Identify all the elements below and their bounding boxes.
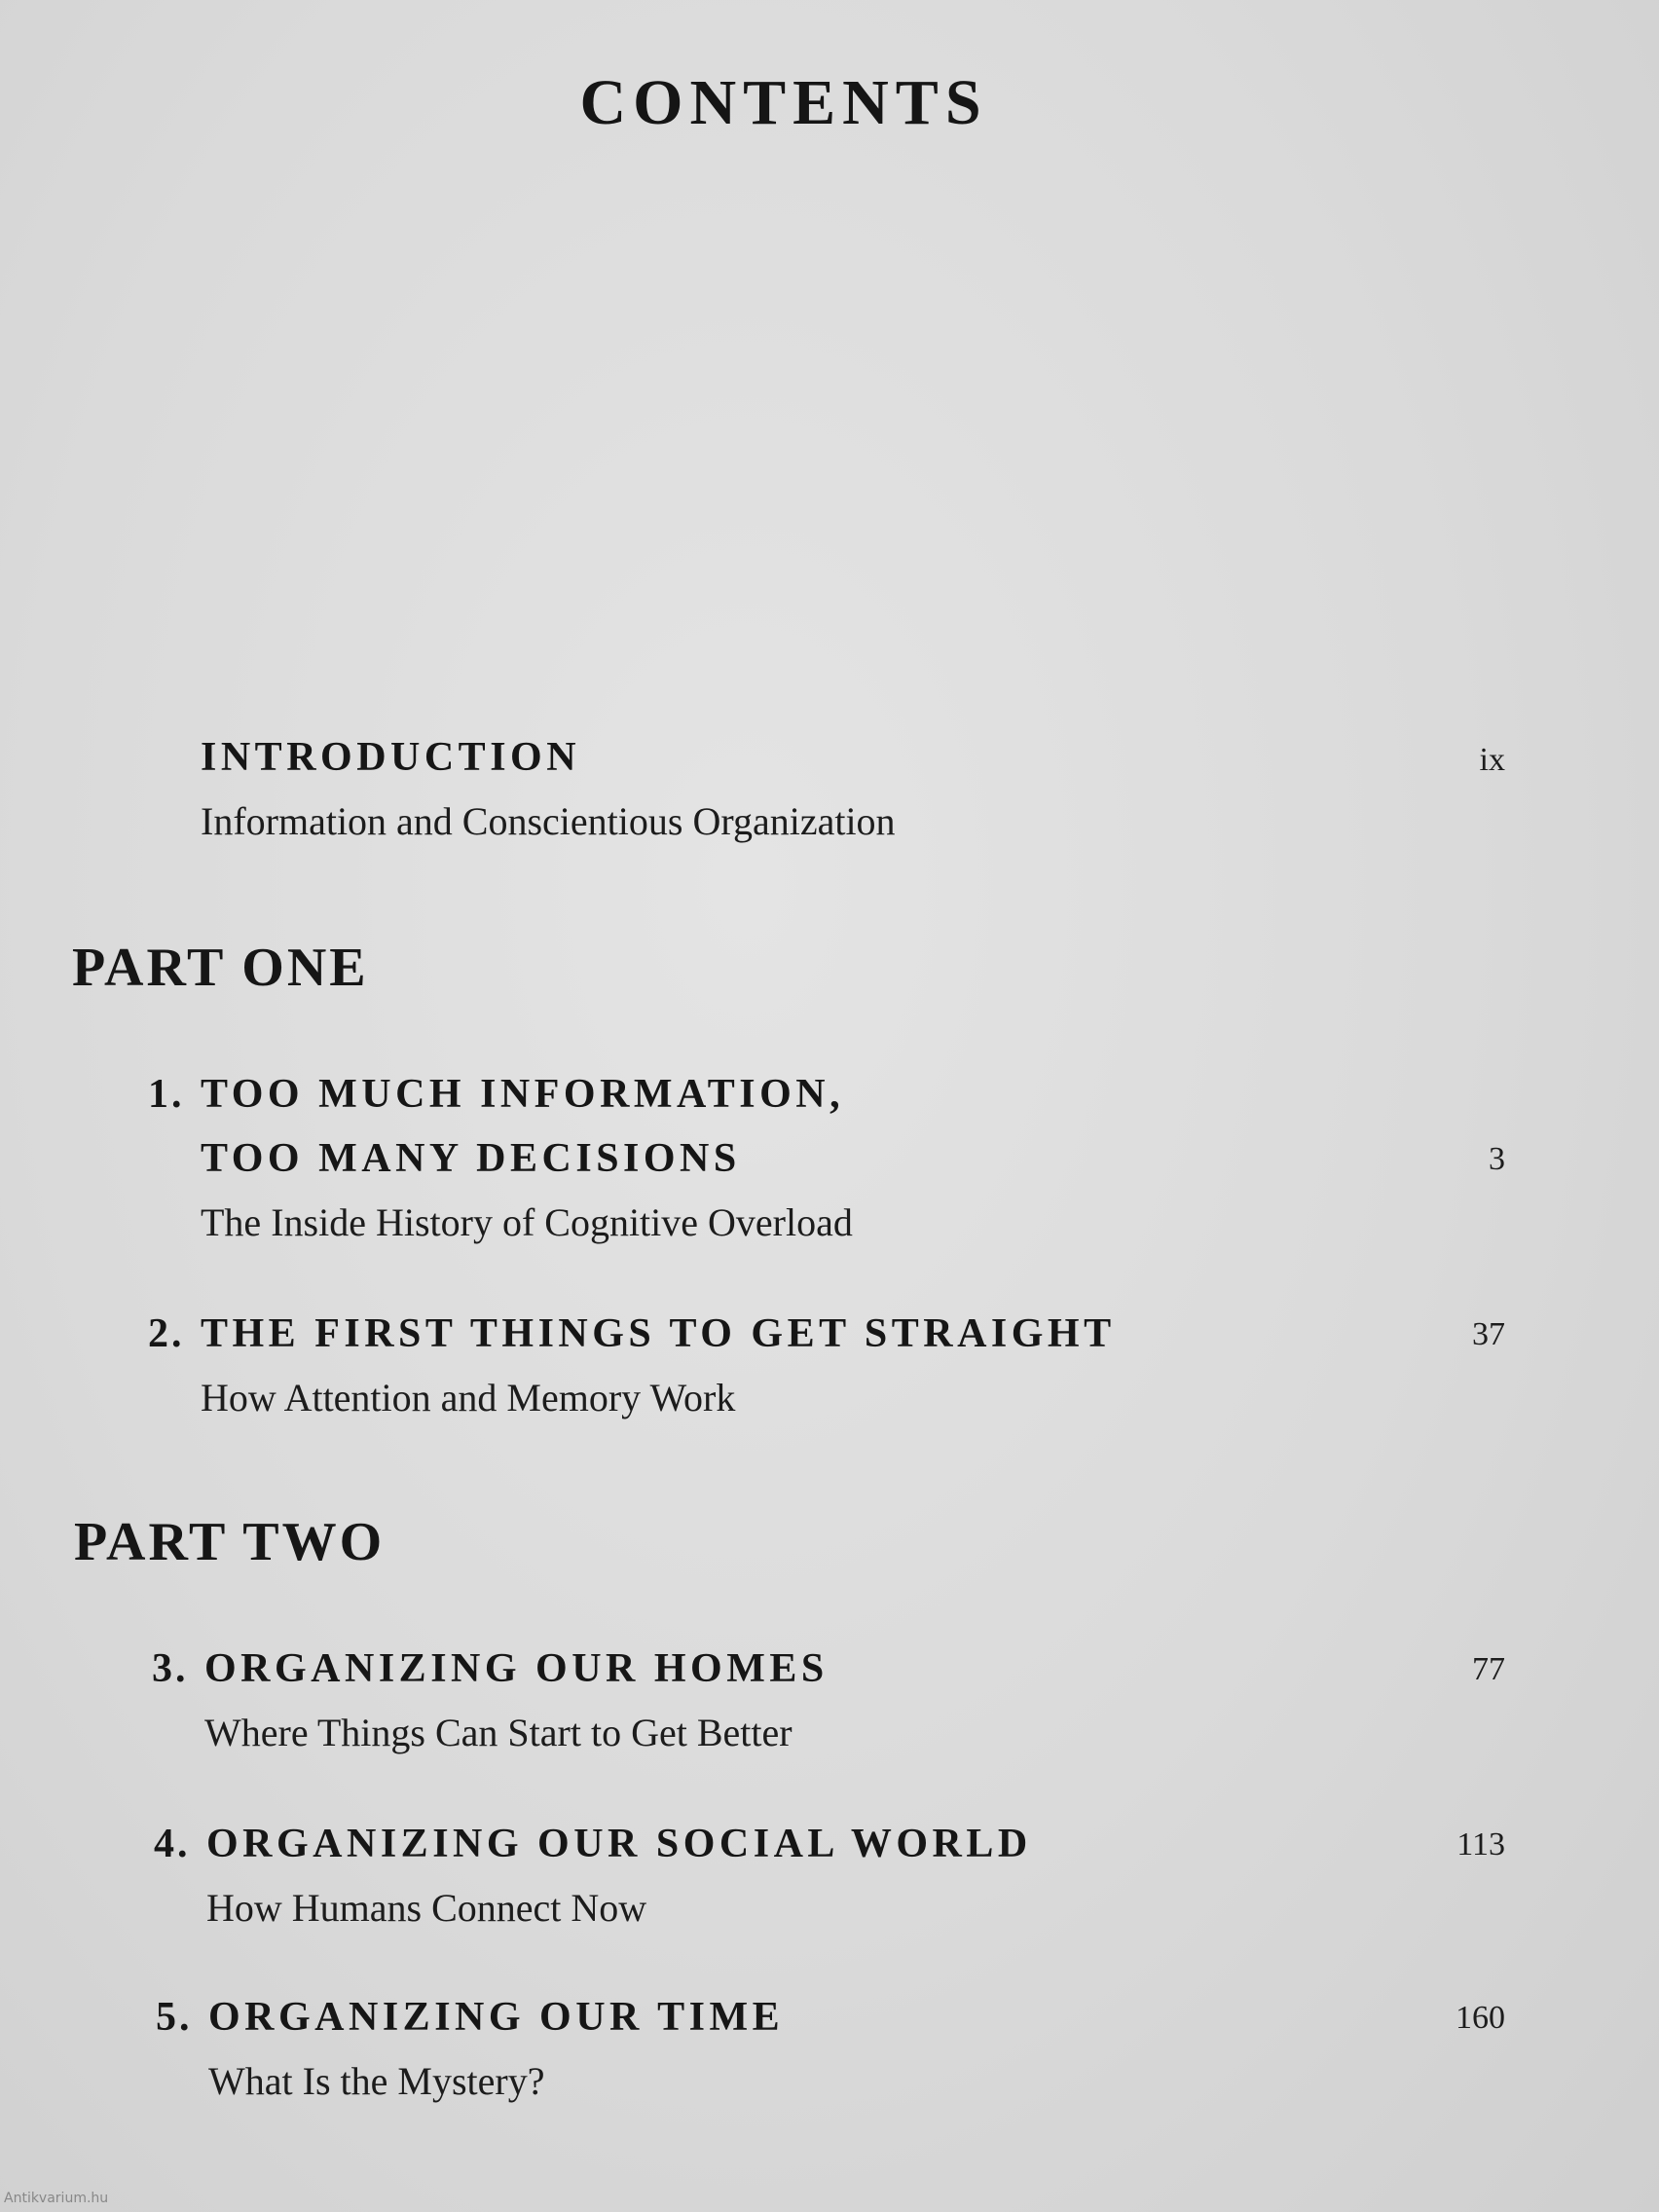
entry-title: ORGANIZING OUR HOMES [204, 1646, 829, 1691]
entry-page-number: 113 [1456, 1826, 1505, 1862]
chapter-number: 1. [148, 1072, 185, 1117]
entry-title: ORGANIZING OUR TIME [208, 1995, 785, 2040]
part-heading-one: PART ONE [72, 938, 369, 998]
entry-page-number: 3 [1489, 1141, 1505, 1177]
entry-title: TOO MUCH INFORMATION, [201, 1072, 845, 1117]
chapter-number: 2. [148, 1311, 185, 1356]
entry-subtitle: What Is the Mystery? [208, 2059, 545, 2103]
entry-title: THE FIRST THINGS TO GET STRAIGHT [201, 1311, 1116, 1356]
entry-page-number: ix [1479, 742, 1505, 778]
entry-subtitle: How Attention and Memory Work [201, 1376, 736, 1419]
chapter-number: 5. [156, 1995, 193, 2040]
entry-subtitle: Information and Conscientious Organization [201, 799, 896, 843]
part-heading-two: PART TWO [74, 1512, 386, 1572]
entry-page-number: 37 [1472, 1316, 1505, 1352]
entry-title-continued: TOO MANY DECISIONS [201, 1136, 741, 1181]
entry-title: ORGANIZING OUR SOCIAL WORLD [206, 1822, 1032, 1866]
page-title: CONTENTS [579, 67, 988, 138]
entry-title: INTRODUCTION [201, 735, 581, 780]
entry-subtitle: How Humans Connect Now [206, 1886, 647, 1930]
entry-subtitle: The Inside History of Cognitive Overload [201, 1200, 853, 1244]
chapter-number: 4. [154, 1822, 191, 1866]
chapter-number: 3. [152, 1646, 189, 1691]
entry-page-number: 77 [1472, 1651, 1505, 1687]
watermark: Antikvarium.hu [4, 2191, 109, 2206]
entry-subtitle: Where Things Can Start to Get Better [204, 1711, 793, 1754]
entry-page-number: 160 [1456, 2000, 1505, 2036]
